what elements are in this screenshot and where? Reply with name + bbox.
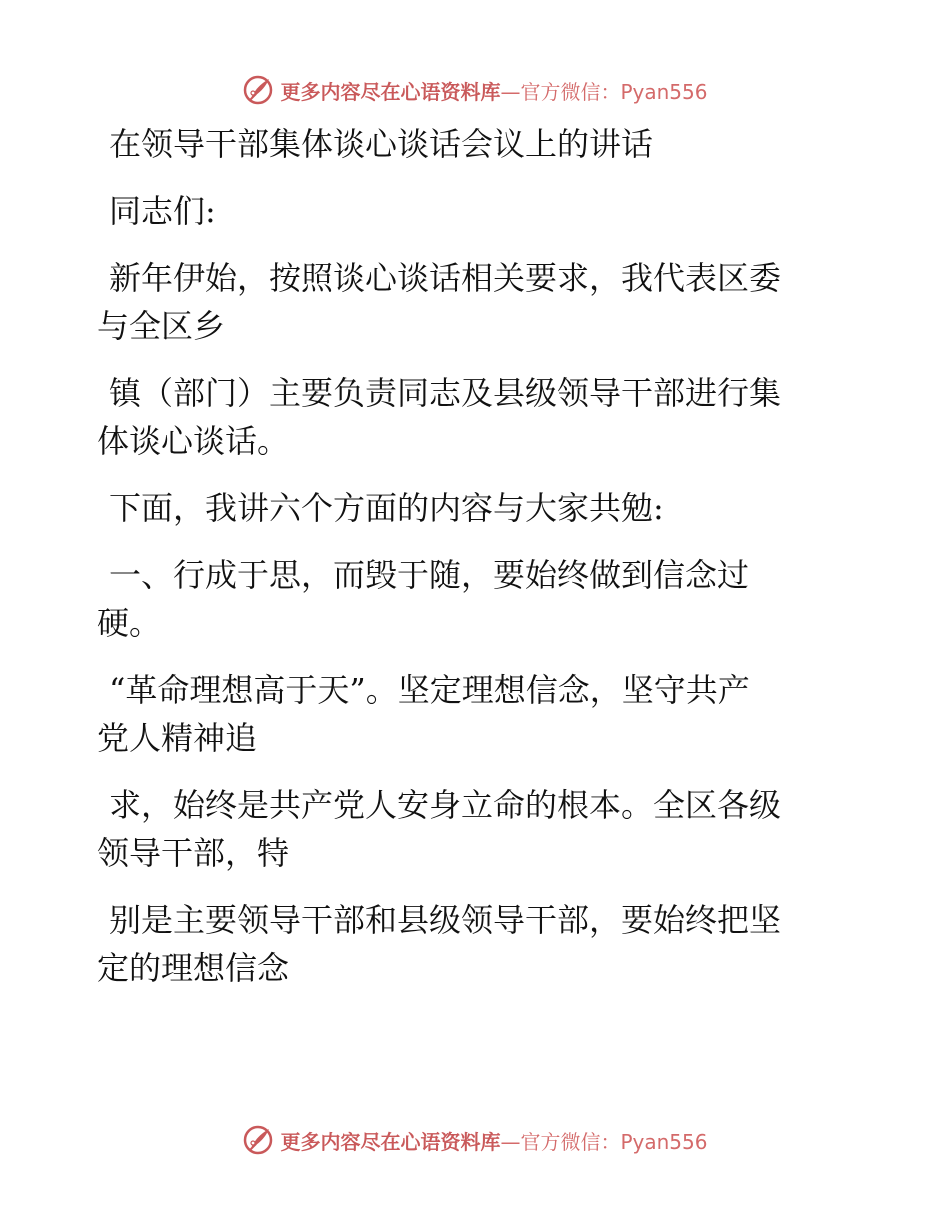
footer-banner-text	[280, 1126, 707, 1155]
header-banner-inner	[242, 74, 707, 106]
paragraph-5-line-1: 求，始终是共产党人安身立命的根本。全区各级	[109, 786, 782, 824]
salutation: 同志们:	[109, 192, 216, 230]
footer-banner-wechat: —官方微信：Pyan556	[500, 1129, 708, 1154]
paragraph-1-line-2: 与全区乡	[97, 307, 226, 345]
paragraph-6-line-1: 别是主要领导干部和县级领导干部，要始终把坚	[109, 901, 782, 939]
footer-banner	[0, 1120, 950, 1160]
footer-banner-title: 更多内容尽在心语资料库	[280, 1129, 501, 1154]
paragraph-4-line-2: 党人精神追	[97, 719, 258, 757]
paragraph-2-line-2: 体谈心谈话。	[97, 422, 290, 460]
feather-pen-logo-icon	[242, 1124, 274, 1156]
document-title: 在领导干部集体谈心谈话会议上的讲话	[109, 125, 654, 163]
document-body	[97, 120, 837, 992]
header-banner-text	[280, 76, 707, 105]
paragraph-1	[97, 254, 837, 350]
paragraph-3: 下面，我讲六个方面的内容与大家共勉:	[109, 489, 664, 527]
header-banner	[0, 70, 950, 110]
header-banner-wechat: —官方微信：Pyan556	[500, 79, 708, 104]
section-heading-1-line-2: 硬。	[97, 604, 162, 642]
paragraph-6-line-2: 定的理想信念	[97, 949, 290, 987]
footer-banner-inner	[242, 1124, 707, 1156]
paragraph-2-line-1: 镇（部门）主要负责同志及县级领导干部进行集	[109, 374, 782, 412]
paragraph-2	[97, 369, 837, 465]
paragraph-5	[97, 781, 837, 877]
section-heading-1-line-1: 一、行成于思，而毁于随，要始终做到信念过	[109, 556, 750, 594]
paragraph-4-line-1: “革命理想高于天”。坚定理想信念，坚守共产	[109, 671, 750, 709]
paragraph-1-line-1: 新年伊始，按照谈心谈话相关要求，我代表区委	[109, 259, 782, 297]
paragraph-4	[97, 666, 837, 762]
feather-pen-logo-icon	[242, 74, 274, 106]
header-banner-title: 更多内容尽在心语资料库	[280, 79, 501, 104]
section-heading-1	[97, 551, 837, 647]
paragraph-5-line-2: 领导干部，特	[97, 834, 290, 872]
paragraph-6	[97, 896, 837, 992]
